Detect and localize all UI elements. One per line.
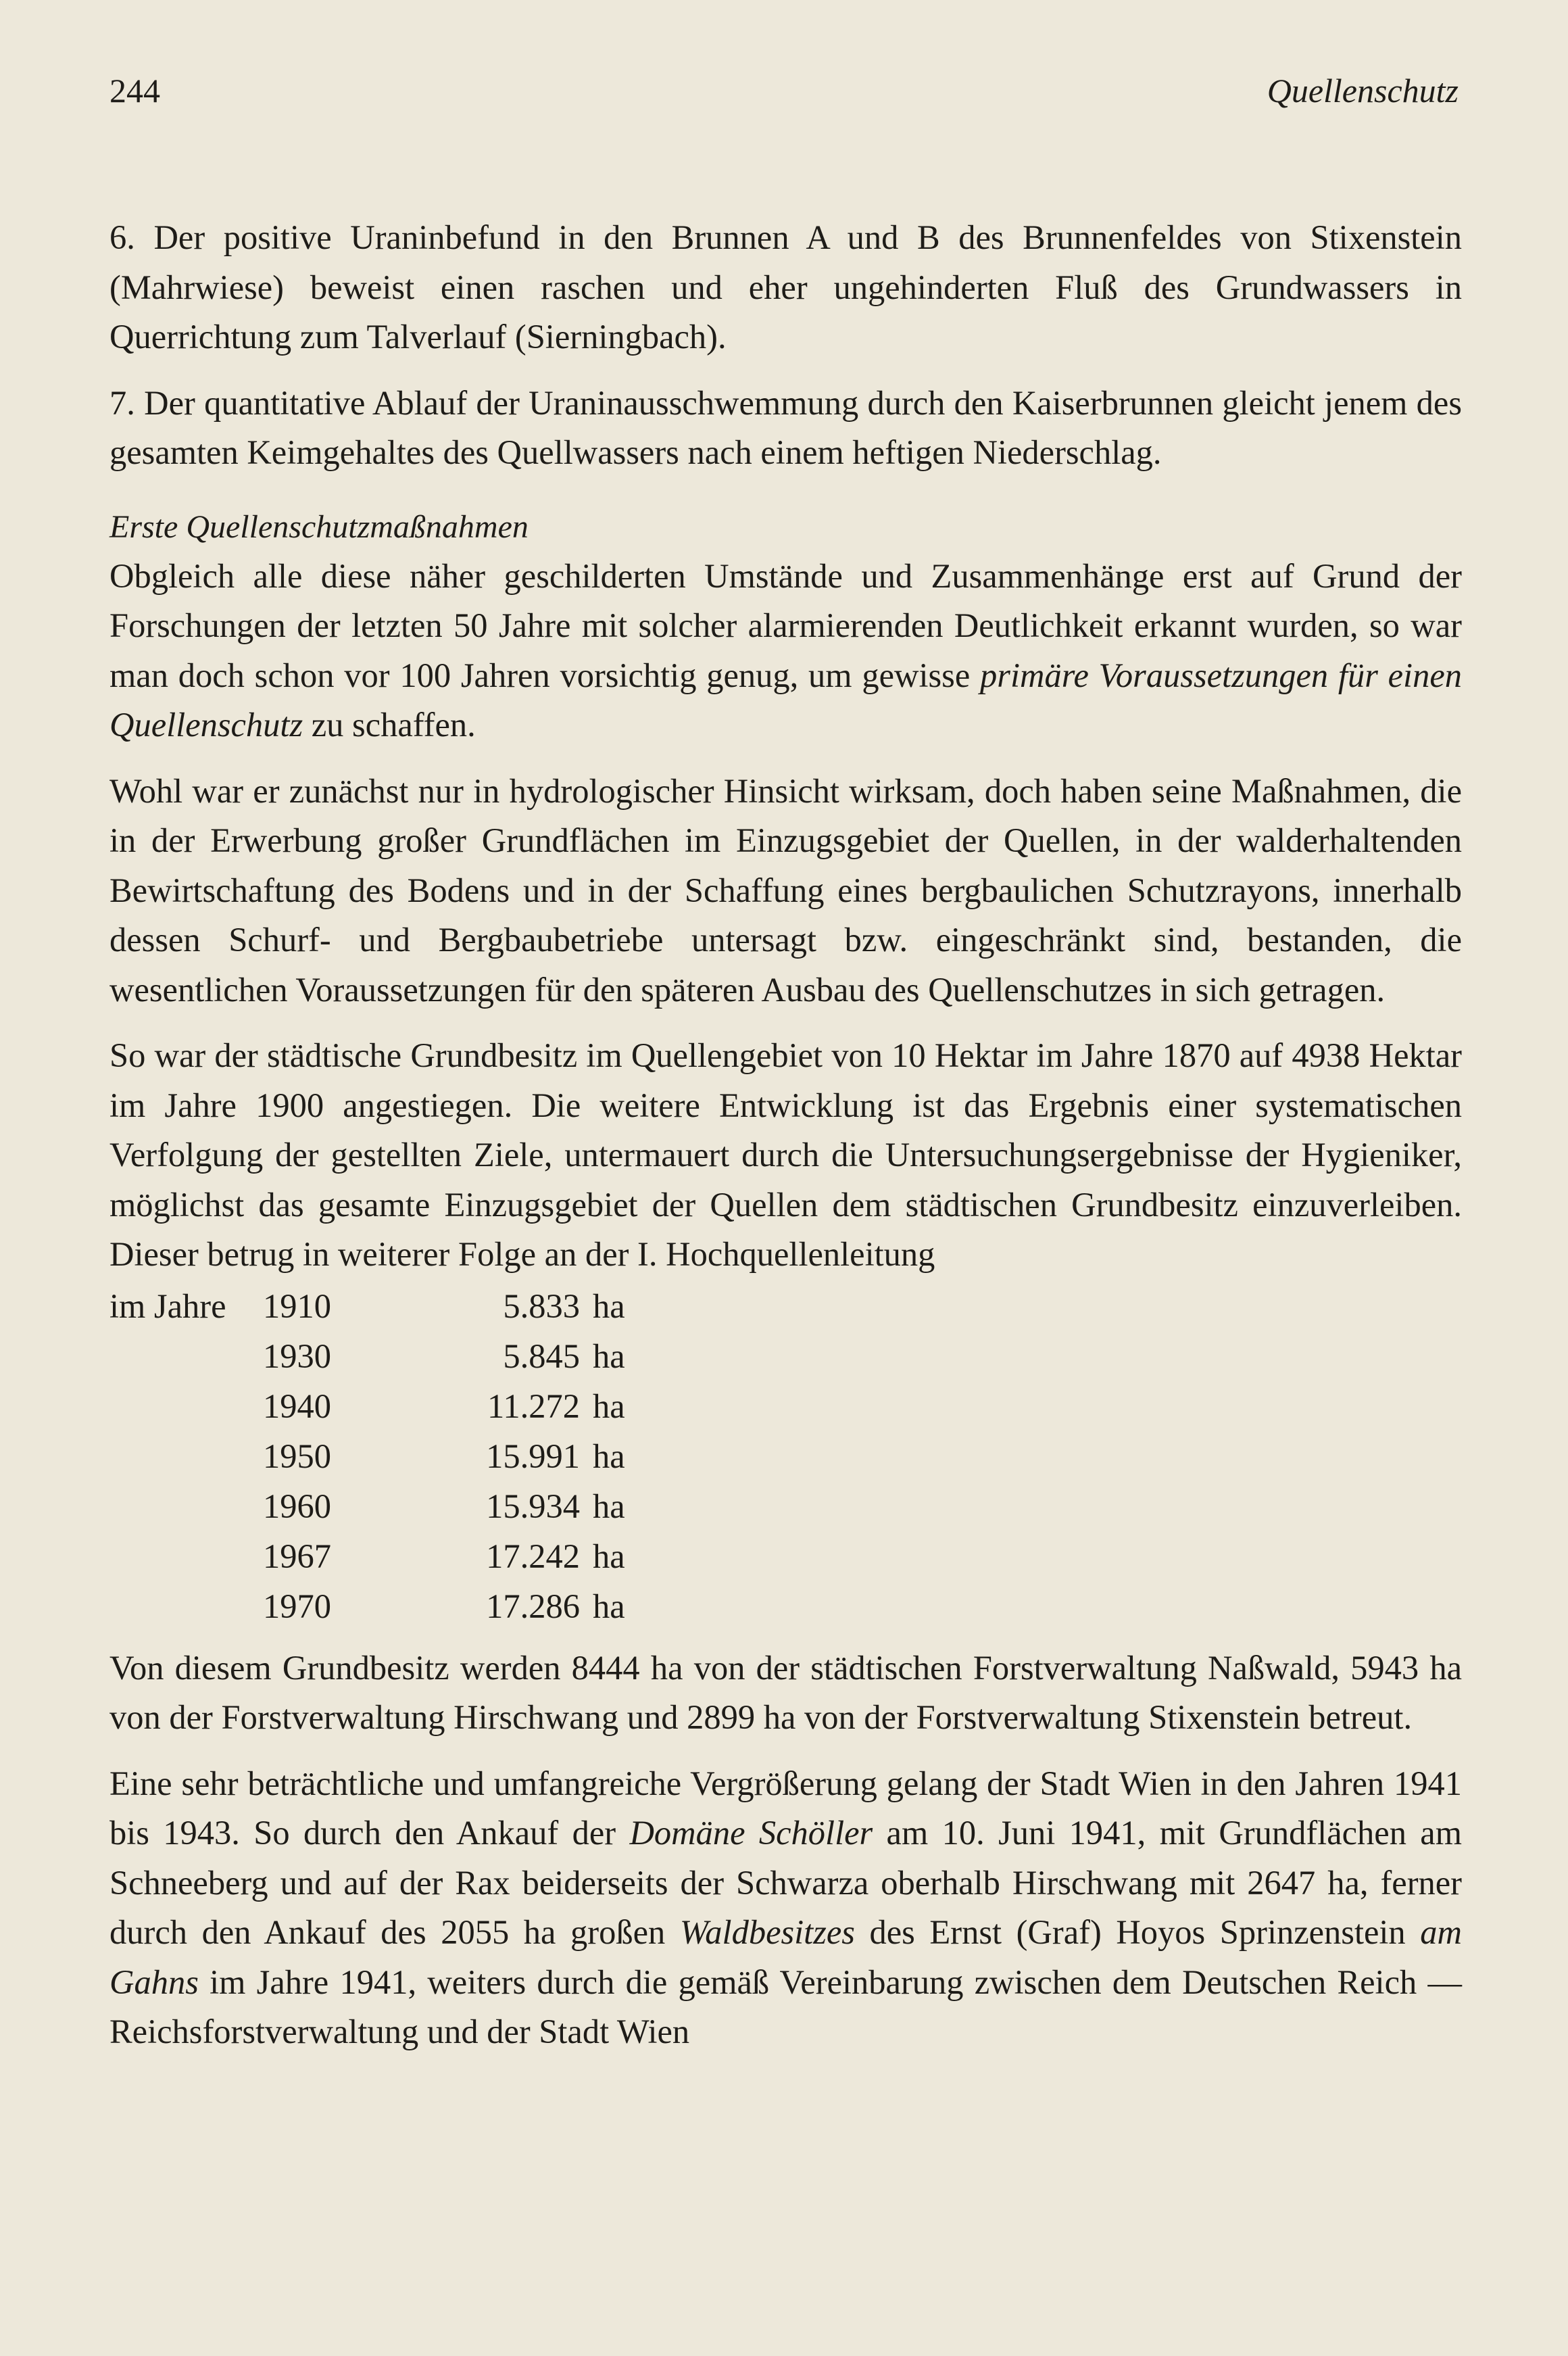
table-row — [109, 1581, 1462, 1631]
emphasis-text: primäre Voraussetzungen für einen Quellenschutz — [109, 656, 1462, 744]
text-run: im Jahre 1941, weiters durch die gemäß Vereinbarung zwischen dem Deutschen Reich — Reichsforstverwaltung und der Stadt Wien — [109, 1963, 1462, 2050]
table-row — [109, 1481, 1462, 1531]
page-number: 244 — [109, 72, 160, 110]
table-unit: ha — [593, 1587, 625, 1625]
section-heading: Erste Quellenschutzmaßnahmen — [109, 508, 529, 545]
paragraph-expansion — [109, 1759, 1462, 2057]
text-run: Eine sehr beträchtliche und umfangreiche Vergrößerung gelang der Stadt Wien in den Jahren 1941 bis 1943. So durch den Ankauf der — [109, 1764, 1462, 1852]
paragraph-hydrological: Wohl war er zunächst nur in hydrologischer Hinsicht wirksam, doch haben seine Maßnahmen, die in der Erwerbung großer Grundflächen im Einzugsgebiet der Quellen, in der walderhaltenden Bewirtschaftung des Bodens und in der Schaffung eines bergbaulichen Schutzrayons, innerhalb dessen Schurf- und Bergbaubetriebe untersagt bzw. eingeschränkt sind, bestanden, die wesentlichen Voraussetzungen für den späteren Ausbau des Quellenschutzes in sich getragen. — [109, 771, 1462, 1009]
table-row — [109, 1331, 1462, 1381]
page-header — [109, 71, 1459, 125]
table-value: 5.845 — [503, 1337, 580, 1375]
table-row — [109, 1531, 1462, 1581]
table-year: 1950 — [263, 1437, 331, 1475]
table-unit: ha — [593, 1537, 625, 1575]
table-value: 15.991 — [486, 1437, 580, 1475]
paragraph-finding-7: 7. Der quantitative Ablauf der Uraninausschwemmung durch den Kaiserbrunnen gleicht jenem des gesamten Keimgehaltes des Quellwassers nach einem heftigen Niederschlag. — [109, 383, 1462, 471]
table-year: 1960 — [263, 1487, 331, 1525]
text-run: des Ernst (Graf) Hoyos Sprinzenstein — [854, 1913, 1421, 1951]
table-value: 11.272 — [487, 1387, 580, 1425]
table-unit: ha — [593, 1437, 625, 1475]
table-unit: ha — [593, 1387, 625, 1425]
paragraph-forestry-admin: Von diesem Grundbesitz werden 8444 ha von der städtischen Forstverwaltung Naßwald, 5943 ha von der Forstverwaltung Hirschwang und 2899 ha von der Forstverwaltung Stixenstein betreut. — [109, 1648, 1462, 1736]
running-head: Quellenschutz — [1267, 72, 1459, 110]
table-value: 5.833 — [503, 1287, 580, 1325]
paragraph-finding-6: 6. Der positive Uraninbefund in den Brunnen A und B des Brunnenfeldes von Stixenstein (Mahrwiese) beweist einen raschen und eher ungehinderten Fluß des Grundwassers in Querrichtung zum Talverlauf (Sierningbach). — [109, 218, 1462, 356]
table-year: 1970 — [263, 1587, 331, 1625]
table-unit: ha — [593, 1287, 625, 1325]
table-value: 15.934 — [486, 1487, 580, 1525]
table-year: 1910 — [263, 1287, 331, 1325]
table-row — [109, 1281, 1462, 1331]
table-unit: ha — [593, 1337, 625, 1375]
table-year: 1967 — [263, 1537, 331, 1575]
body-text — [109, 213, 1462, 2073]
text-run: Obgleich alle diese näher geschilderten Umstände und Zusammenhänge erst auf Grund der Forschungen der letzten 50 Jahre mit solcher alarmierenden Deutlichkeit erkannt wurden, so war man doch schon vor 100 Jahren vorsichtig genug, um gewisse — [109, 556, 1462, 694]
table-year: 1940 — [263, 1387, 331, 1425]
emphasis-text: Waldbesitzes — [679, 1913, 855, 1951]
emphasis-text: Domäne Schöller — [629, 1814, 873, 1852]
table-year: 1930 — [263, 1337, 331, 1375]
table-value: 17.242 — [486, 1537, 580, 1575]
table-value: 17.286 — [486, 1587, 580, 1625]
table-unit: ha — [593, 1487, 625, 1525]
table-row — [109, 1431, 1462, 1481]
emphasis-text: am Gahns — [109, 1913, 1463, 2001]
landholding-table — [109, 1281, 1462, 1631]
paragraph-land-ownership: So war der städtische Grundbesitz im Quellengebiet von 10 Hektar im Jahre 1870 auf 4938 Hektar im Jahre 1900 angestiegen. Die weitere Entwicklung ist das Ergebnis einer systematischen Verfolgung der gestellten Ziele, untermauert durch die Untersuchungsergebnisse der Hygieniker, möglichst das gesamte Einzugsgebiet der Quellen dem städtischen Grundbesitz einzuverleiben. Dieser betrug in weiterer Folge an der I. Hochquellenleitung — [109, 1036, 1462, 1273]
table-row — [109, 1381, 1462, 1431]
text-run: am 10. Juni 1941, mit Grundflächen am Schneeberg und auf der Rax beiderseits der Schwarza oberhalb Hirschwang mit 2647 ha, ferner durch den Ankauf des 2055 ha großen — [109, 1814, 1462, 1951]
text-run: zu schaffen. — [303, 706, 476, 744]
paragraph-first-measures — [109, 552, 1462, 750]
table-label: im Jahre — [109, 1287, 226, 1325]
